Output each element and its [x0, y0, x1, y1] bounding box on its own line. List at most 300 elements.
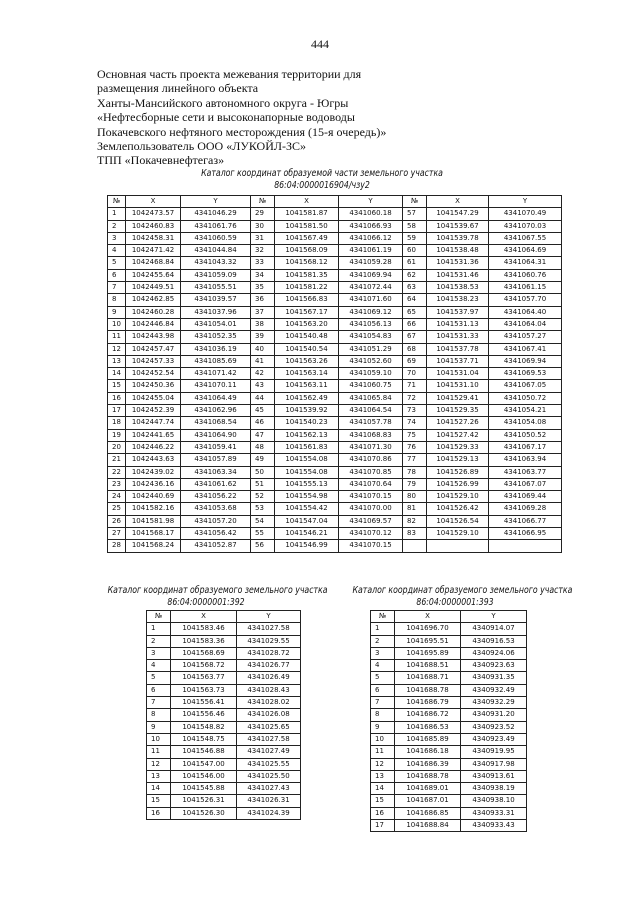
table-cell: 1042457.47 [126, 343, 181, 355]
table-cell: 20 [108, 441, 126, 453]
table-row [371, 758, 527, 770]
table-cell: 4341061.15 [489, 282, 562, 294]
table-cell: 4341057.27 [489, 331, 562, 343]
table-cell: 4341070.03 [489, 220, 562, 232]
table-cell: 68 [403, 343, 427, 355]
table-cell: 4341066.93 [339, 220, 403, 232]
table-cell: 33 [251, 257, 275, 269]
table-cell: 1041563.73 [171, 684, 237, 696]
table-cell: 3 [147, 647, 171, 659]
header-line: ТПП «Покачевнефтегаз» [97, 153, 225, 168]
table-cell: 1041689.01 [395, 783, 461, 795]
table-cell: 4341064.40 [489, 306, 562, 318]
table-cell: 4341050.72 [489, 392, 562, 404]
table-row [371, 770, 527, 782]
table-row [147, 697, 301, 709]
table-row [147, 758, 301, 770]
table-cell: 4341055.51 [181, 282, 251, 294]
table-row [371, 672, 527, 684]
table-cell: 4341070.49 [489, 208, 562, 220]
table-cell: 57 [403, 208, 427, 220]
table-row [147, 770, 301, 782]
table-cell: 77 [403, 454, 427, 466]
table-cell: 1042460.83 [126, 220, 181, 232]
table-cell: 4341070.85 [339, 466, 403, 478]
table-cell: 4341044.84 [181, 245, 251, 257]
header-line: Основная часть проекта межевания территории для [97, 67, 362, 81]
table-cell: 4341057.78 [339, 417, 403, 429]
table-cell: 23 [108, 478, 126, 490]
table-cell: 4340923.52 [461, 721, 527, 733]
table-cell: 46 [251, 417, 275, 429]
table-cell: 1041526.89 [427, 466, 489, 478]
table-cell: 4341026.31 [237, 795, 301, 807]
table-cell: 19 [108, 429, 126, 441]
table-cell: 29 [251, 208, 275, 220]
table-cell: 1041539.67 [427, 220, 489, 232]
table-row [108, 294, 562, 306]
table-cell: 4340933.43 [461, 820, 527, 832]
table-row [147, 635, 301, 647]
table-cell: 11 [371, 746, 395, 758]
table-cell: 4341064.54 [339, 405, 403, 417]
table-cell: 1041538.53 [427, 282, 489, 294]
table-cell: 4341024.39 [237, 807, 301, 819]
table-row [108, 417, 562, 429]
column-header: X [126, 196, 181, 208]
table-cell: 1041546.00 [171, 770, 237, 782]
table-cell: 3 [371, 647, 395, 659]
table-cell: 1041567.17 [275, 306, 339, 318]
table-cell: 64 [403, 294, 427, 306]
table-cell: 4341069.94 [489, 355, 562, 367]
table-row [147, 684, 301, 696]
main-table-caption [133, 168, 510, 192]
table-cell: 1041581.35 [275, 269, 339, 281]
table-row [108, 343, 562, 355]
table-cell: 4341027.49 [237, 746, 301, 758]
table-cell: 1042446.84 [126, 318, 181, 330]
table-cell: 17 [371, 820, 395, 832]
table-cell: 78 [403, 466, 427, 478]
header-line: «Нефтесборные сети и высоконапорные водоводы [97, 110, 355, 125]
table-cell: 1042457.33 [126, 355, 181, 367]
column-header: № [403, 196, 427, 208]
table-cell: 83 [403, 528, 427, 540]
table-cell: 4341061.62 [181, 478, 251, 490]
table-cell: 4341064.04 [489, 318, 562, 330]
table-cell: 4341070.12 [339, 528, 403, 540]
table-cell: 4341060.18 [339, 208, 403, 220]
table-cell: 4341025.55 [237, 758, 301, 770]
table-cell: 1041686.39 [395, 758, 461, 770]
table-cell: 74 [403, 417, 427, 429]
table-cell: 4341025.65 [237, 721, 301, 733]
table-row [108, 503, 562, 515]
table-row [371, 684, 527, 696]
table-cell: 1041527.26 [427, 417, 489, 429]
table-cell: 8 [371, 709, 395, 721]
table-cell: 1042455.64 [126, 269, 181, 281]
table-cell: 4341051.29 [339, 343, 403, 355]
table-cell: 1041538.23 [427, 294, 489, 306]
table-cell: 49 [251, 454, 275, 466]
table-cell: 1041568.72 [171, 660, 237, 672]
table-cell: 12 [147, 758, 171, 770]
table-cell: 1041581.98 [126, 515, 181, 527]
table-cell: 58 [403, 220, 427, 232]
table-cell: 21 [108, 454, 126, 466]
table-cell: 1042443.98 [126, 331, 181, 343]
table-cell: 4341056.22 [181, 491, 251, 503]
table-cell: 4341027.58 [237, 623, 301, 635]
table-cell: 7 [108, 282, 126, 294]
table-cell: 7 [147, 697, 171, 709]
table-cell: 15 [108, 380, 126, 392]
table-row [108, 528, 562, 540]
table-cell: 1041568.17 [126, 528, 181, 540]
table-row [108, 441, 562, 453]
table-row [371, 721, 527, 733]
table-row [108, 282, 562, 294]
table-cell: 1041526.99 [427, 478, 489, 490]
table-cell: 24 [108, 491, 126, 503]
table-cell: 4341069.28 [489, 503, 562, 515]
table-cell: 4341054.83 [339, 331, 403, 343]
table-cell: 1042452.54 [126, 368, 181, 380]
table-cell: 1041548.82 [171, 721, 237, 733]
table-cell: 1042449.51 [126, 282, 181, 294]
table-cell: 61 [403, 257, 427, 269]
table-row [371, 783, 527, 795]
table-row [108, 232, 562, 244]
table-cell: 4340913.61 [461, 770, 527, 782]
table-cell: 4 [108, 245, 126, 257]
table-row [108, 220, 562, 232]
table-cell: 62 [403, 269, 427, 281]
table-cell: 38 [251, 318, 275, 330]
table-cell: 1041688.71 [395, 672, 461, 684]
table-cell: 5 [147, 672, 171, 684]
table-cell: 1041582.16 [126, 503, 181, 515]
table-row [371, 660, 527, 672]
table-row [147, 783, 301, 795]
table-cell: 1 [147, 623, 171, 635]
table-cell: 1041583.36 [171, 635, 237, 647]
table-cell: 69 [403, 355, 427, 367]
table-cell: 5 [108, 257, 126, 269]
table-cell: 14 [108, 368, 126, 380]
table-cell: 1041556.41 [171, 697, 237, 709]
table-cell: 1041526.30 [171, 807, 237, 819]
table-cell: 1041540.54 [275, 343, 339, 355]
table-cell: 2 [371, 635, 395, 647]
table-row [108, 515, 562, 527]
table-cell: 1041695.51 [395, 635, 461, 647]
table-cell: 42 [251, 368, 275, 380]
table-cell: 79 [403, 478, 427, 490]
table-cell: 4341052.35 [181, 331, 251, 343]
table-cell: 67 [403, 331, 427, 343]
table-row [147, 647, 301, 659]
table-cell: 43 [251, 380, 275, 392]
table-cell: 4340932.49 [461, 684, 527, 696]
table-cell: 16 [147, 807, 171, 819]
table-cell: 4341072.44 [339, 282, 403, 294]
table-cell: 4341028.02 [237, 697, 301, 709]
table-cell: 6 [147, 684, 171, 696]
table-cell: 4341067.41 [489, 343, 562, 355]
table-cell: 63 [403, 282, 427, 294]
table-cell: 4340924.06 [461, 647, 527, 659]
table-cell: 31 [251, 232, 275, 244]
table-cell: 1041531.13 [427, 318, 489, 330]
table-cell: 9 [147, 721, 171, 733]
table-cell: 1041686.53 [395, 721, 461, 733]
table-cell: 4341037.96 [181, 306, 251, 318]
table-cell: 1041583.46 [171, 623, 237, 635]
column-header: X [427, 196, 489, 208]
table-cell: 4340931.20 [461, 709, 527, 721]
table-cell: 1041526.31 [171, 795, 237, 807]
table-cell: 1041539.92 [275, 405, 339, 417]
table-cell: 13 [108, 355, 126, 367]
table-cell: 1042439.02 [126, 466, 181, 478]
table-cell: 4340923.63 [461, 660, 527, 672]
table-cell: 4341067.17 [489, 441, 562, 453]
table-cell: 35 [251, 282, 275, 294]
table-cell: 1041547.04 [275, 515, 339, 527]
table-cell: 1041531.04 [427, 368, 489, 380]
column-header: Y [461, 611, 527, 623]
column-header: № [147, 611, 171, 623]
table-cell: 40 [251, 343, 275, 355]
table-cell: 1042440.69 [126, 491, 181, 503]
table-cell: 4340938.10 [461, 795, 527, 807]
table-cell: 1041531.46 [427, 269, 489, 281]
table-cell: 4341046.29 [181, 208, 251, 220]
left-table-caption [107, 585, 328, 609]
table-cell: 4341068.54 [181, 417, 251, 429]
table-cell: 4341028.43 [237, 684, 301, 696]
table-cell: 2 [108, 220, 126, 232]
table-row [108, 454, 562, 466]
table-cell: 1042450.36 [126, 380, 181, 392]
table-cell: 4 [147, 660, 171, 672]
table-row [108, 466, 562, 478]
table-cell: 8 [147, 709, 171, 721]
table-row [108, 269, 562, 281]
table-cell: 1042436.16 [126, 478, 181, 490]
table-cell: 4341066.77 [489, 515, 562, 527]
table-row [371, 709, 527, 721]
table-cell: 4341057.20 [181, 515, 251, 527]
table-cell: 4341039.57 [181, 294, 251, 306]
table-cell: 1041563.77 [171, 672, 237, 684]
table-cell: 4341043.32 [181, 257, 251, 269]
table-cell: 1041546.99 [275, 540, 339, 552]
table-cell: 1041581.50 [275, 220, 339, 232]
caption-title: Каталог координат образуемой части земельного участка [201, 168, 443, 179]
table-cell: 54 [251, 515, 275, 527]
table-cell: 1041548.75 [171, 733, 237, 745]
main-coordinates-table [107, 195, 562, 553]
table-cell: 81 [403, 503, 427, 515]
table-cell: 22 [108, 466, 126, 478]
table-cell: 75 [403, 429, 427, 441]
table-row [108, 257, 562, 269]
table-cell: 45 [251, 405, 275, 417]
table-row [147, 807, 301, 819]
table-cell: 1042460.28 [126, 306, 181, 318]
table-cell: 27 [108, 528, 126, 540]
table-cell: 1 [108, 208, 126, 220]
table-cell: 4341052.60 [339, 355, 403, 367]
table-row [147, 721, 301, 733]
table-cell: 4341059.28 [339, 257, 403, 269]
table-cell: 41 [251, 355, 275, 367]
table-row [147, 709, 301, 721]
table-cell: 4341060.75 [339, 380, 403, 392]
table-cell: 1041529.10 [427, 491, 489, 503]
table-cell: 1041529.33 [427, 441, 489, 453]
table-cell: 1041537.71 [427, 355, 489, 367]
table-cell: 1041686.72 [395, 709, 461, 721]
table-cell: 10 [108, 318, 126, 330]
table-cell: 4341053.68 [181, 503, 251, 515]
column-header: Y [237, 611, 301, 623]
table-cell: 11 [147, 746, 171, 758]
table-row [147, 672, 301, 684]
table-cell: 4341070.11 [181, 380, 251, 392]
table-cell: 2 [147, 635, 171, 647]
table-cell: 72 [403, 392, 427, 404]
table-row [108, 306, 562, 318]
table-cell: 34 [251, 269, 275, 281]
table-cell: 1042471.42 [126, 245, 181, 257]
table-cell: 4341057.70 [489, 294, 562, 306]
table-cell: 4341057.89 [181, 454, 251, 466]
table-cell: 17 [108, 405, 126, 417]
table-cell: 4341085.69 [181, 355, 251, 367]
column-header: X [275, 196, 339, 208]
caption-cadastral-number: 86:04:0000016904/чзу2 [274, 180, 370, 191]
left-coordinates-table [146, 610, 301, 820]
table-cell: 30 [251, 220, 275, 232]
table-cell: 4341061.19 [339, 245, 403, 257]
table-cell: 65 [403, 306, 427, 318]
table-header-row [371, 611, 527, 623]
column-header: № [108, 196, 126, 208]
table-cell: 6 [108, 269, 126, 281]
table-cell: 1041526.42 [427, 503, 489, 515]
table-cell: 1041563.26 [275, 355, 339, 367]
table-cell: 4341054.01 [181, 318, 251, 330]
table-cell: 4340919.95 [461, 746, 527, 758]
table-cell: 4341025.50 [237, 770, 301, 782]
table-cell: 1041566.83 [275, 294, 339, 306]
table-cell: 4341066.95 [489, 528, 562, 540]
table-cell: 1041547.00 [171, 758, 237, 770]
table-cell: 1041545.88 [171, 783, 237, 795]
table-cell: 4341050.52 [489, 429, 562, 441]
table-cell: 52 [251, 491, 275, 503]
table-cell: 53 [251, 503, 275, 515]
table-row [108, 405, 562, 417]
table-cell: 1041561.83 [275, 441, 339, 453]
table-cell: 1041688.78 [395, 770, 461, 782]
table-cell: 4341026.49 [237, 672, 301, 684]
table-cell: 1041686.85 [395, 807, 461, 819]
table-cell: 1041695.89 [395, 647, 461, 659]
table-row [371, 623, 527, 635]
table-cell: 1041539.78 [427, 232, 489, 244]
table-cell: 71 [403, 380, 427, 392]
table-cell: 4341069.44 [489, 491, 562, 503]
table-row [108, 318, 562, 330]
table-row [147, 733, 301, 745]
table-cell: 10 [371, 733, 395, 745]
table-row [147, 623, 301, 635]
table-cell: 15 [147, 795, 171, 807]
table-cell: 59 [403, 232, 427, 244]
table-cell: 1041540.23 [275, 417, 339, 429]
table-cell: 4341070.00 [339, 503, 403, 515]
table-cell: 1041540.48 [275, 331, 339, 343]
table-row [108, 478, 562, 490]
table-cell: 1041568.09 [275, 245, 339, 257]
table-cell: 1041567.49 [275, 232, 339, 244]
table-cell: 4341070.64 [339, 478, 403, 490]
table-cell: 1042455.04 [126, 392, 181, 404]
table-cell: 1041529.10 [427, 528, 489, 540]
table-cell: 4341054.08 [489, 417, 562, 429]
table-cell: 10 [147, 733, 171, 745]
table-header-row [108, 196, 562, 208]
table-cell: 4341029.55 [237, 635, 301, 647]
table-cell: 32 [251, 245, 275, 257]
caption-cadastral-number: 86:04:0000001:392 [167, 597, 245, 608]
table-cell: 55 [251, 528, 275, 540]
table-cell: 4340917.98 [461, 758, 527, 770]
table-cell: 1041527.42 [427, 429, 489, 441]
table-cell: 1041529.41 [427, 392, 489, 404]
table-cell: 12 [371, 758, 395, 770]
table-cell: 1041529.35 [427, 405, 489, 417]
table-cell: 1041538.48 [427, 245, 489, 257]
table-cell: 4341063.94 [489, 454, 562, 466]
table-row [108, 355, 562, 367]
table-cell: 66 [403, 318, 427, 330]
table-cell: 1041563.14 [275, 368, 339, 380]
table-cell: 1041529.13 [427, 454, 489, 466]
document-header [97, 67, 497, 168]
column-header: Y [489, 196, 562, 208]
table-cell: 1041562.13 [275, 429, 339, 441]
table-cell: 4341026.77 [237, 660, 301, 672]
table-row [108, 380, 562, 392]
header-line: размещения линейного объекта [97, 81, 259, 96]
table-cell: 1041537.78 [427, 343, 489, 355]
table-cell: 44 [251, 392, 275, 404]
table-cell [403, 540, 427, 552]
table-cell: 1041581.87 [275, 208, 339, 220]
page-number: 444 [311, 37, 329, 51]
table-cell: 1041531.10 [427, 380, 489, 392]
column-header: № [251, 196, 275, 208]
column-header: Y [339, 196, 403, 208]
table-cell: 4341064.31 [489, 257, 562, 269]
